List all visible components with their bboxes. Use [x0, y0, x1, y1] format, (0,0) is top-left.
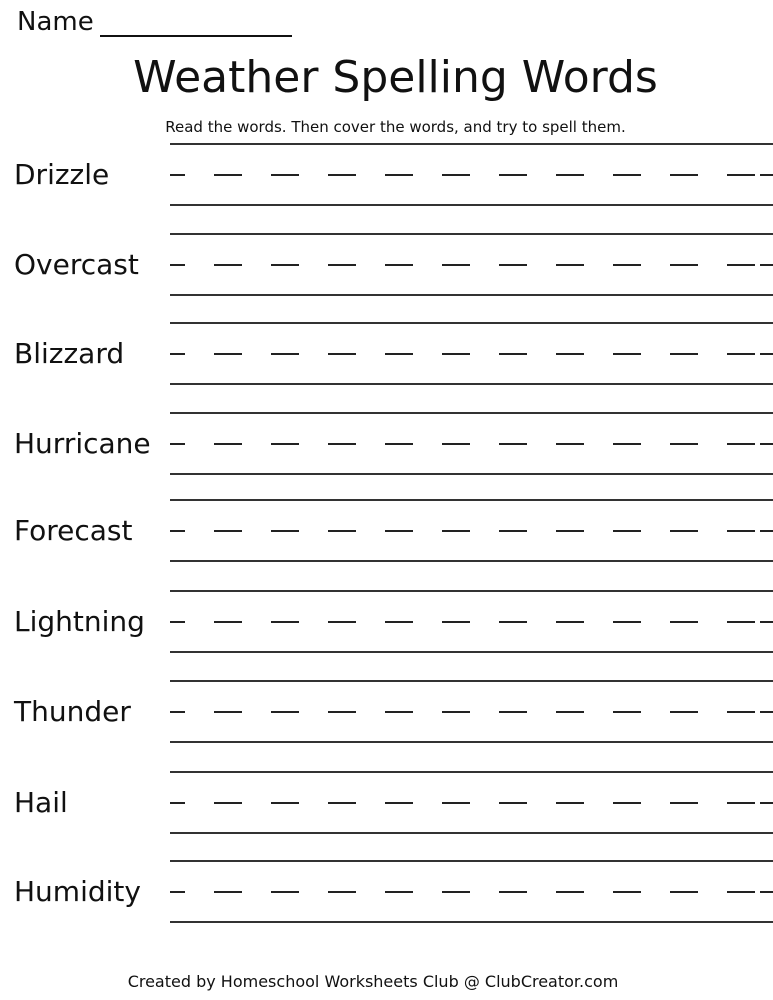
writing-line-dashed — [170, 443, 773, 445]
word-row-lightning — [0, 590, 773, 654]
writing-line-dashed — [170, 891, 773, 893]
footer-credit: Created by Homeschool Worksheets Club @ ClubCreator.com — [127, 972, 619, 991]
spelling-word: Hail — [14, 786, 68, 819]
word-row-forecast — [0, 499, 773, 563]
writing-line-top — [170, 680, 773, 682]
name-label: Name — [17, 7, 94, 37]
spelling-word: Humidity — [14, 875, 141, 908]
writing-line-base[interactable] — [170, 560, 773, 562]
writing-line-base[interactable] — [170, 921, 773, 923]
spelling-word: Lightning — [14, 605, 145, 638]
word-row-humidity — [0, 860, 773, 924]
writing-line-top — [170, 499, 773, 501]
writing-line-dashed — [170, 174, 773, 176]
writing-line-top — [170, 860, 773, 862]
writing-line-top — [170, 590, 773, 592]
writing-line-top — [170, 322, 773, 324]
writing-line-base[interactable] — [170, 741, 773, 743]
instructions: Read the words. Then cover the words, and try to spell them. — [165, 118, 626, 136]
spelling-word: Blizzard — [14, 337, 125, 370]
spelling-word: Overcast — [14, 248, 139, 281]
spelling-word: Hurricane — [14, 427, 151, 460]
writing-line-base[interactable] — [170, 294, 773, 296]
word-row-thunder — [0, 680, 773, 744]
writing-line-dashed — [170, 530, 773, 532]
spelling-word: Thunder — [14, 695, 131, 728]
writing-line-base[interactable] — [170, 473, 773, 475]
writing-line-base[interactable] — [170, 651, 773, 653]
writing-line-base[interactable] — [170, 832, 773, 834]
worksheet-title: Weather Spelling Words — [133, 52, 658, 103]
writing-line-top — [170, 771, 773, 773]
writing-line-dashed — [170, 621, 773, 623]
writing-line-base[interactable] — [170, 204, 773, 206]
spelling-word: Forecast — [14, 514, 133, 547]
spelling-word: Drizzle — [14, 158, 110, 191]
word-row-hail — [0, 771, 773, 835]
word-row-blizzard — [0, 322, 773, 386]
writing-line-top — [170, 412, 773, 414]
word-row-hurricane — [0, 412, 773, 476]
word-row-overcast — [0, 233, 773, 297]
word-row-drizzle — [0, 143, 773, 207]
writing-line-top — [170, 233, 773, 235]
writing-line-dashed — [170, 264, 773, 266]
writing-line-dashed — [170, 353, 773, 355]
writing-line-dashed — [170, 802, 773, 804]
writing-line-top — [170, 143, 773, 145]
writing-line-dashed — [170, 711, 773, 713]
name-write-line[interactable] — [100, 35, 292, 37]
writing-line-base[interactable] — [170, 383, 773, 385]
